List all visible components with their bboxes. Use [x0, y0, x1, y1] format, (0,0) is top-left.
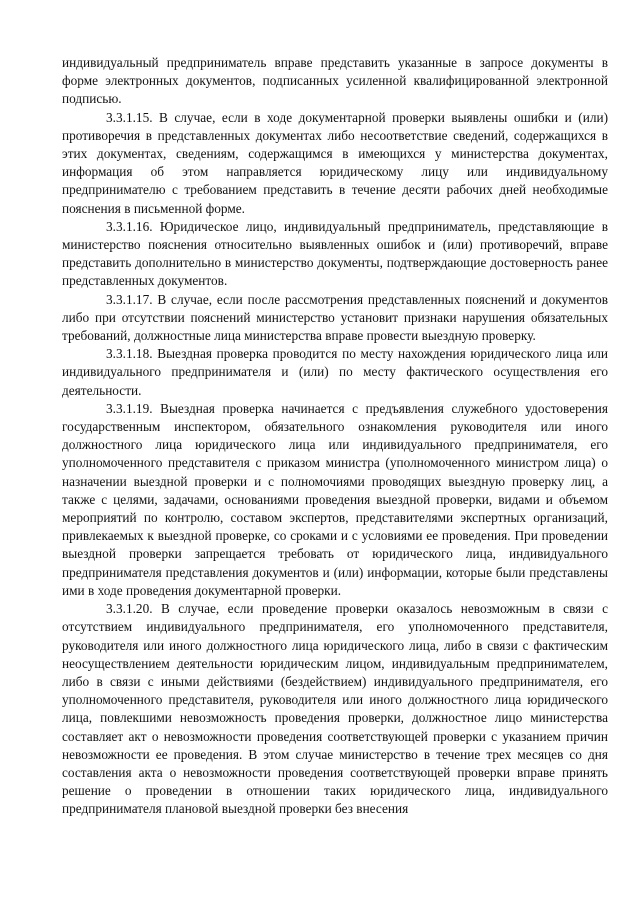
paragraph-3-3-1-19: 3.3.1.19. Выездная проверка начинается с предъявления служебного удостоверения государственным инспектором, обязательного ознакомления руководителя или иного должностного лица юридического лица или индивидуального предпринимателя, его уполномоченного представителя с приказом министра (уполномоченного министром лица) о назначении выездной проверки и с полномочиями проводящих выездную проверку лиц, а также с целями, задачами, основаниями проведения выездной проверки, видами и объемом мероприятий по контролю, составом экспертов, представителями экспертных организаций, привлекаемых к выездной проверке, со сроками и с условиями ее проведения. При проведении выездной проверки запрещается требовать от юридического лица, индивидуального предпринимателя представления документов и (или) информации, которые были представлены ими в ходе проведения документарной проверки.	[62, 400, 608, 598]
paragraph-3-3-1-16: 3.3.1.16. Юридическое лицо, индивидуальный предприниматель, представляющие в министерство пояснения относительно выявленных ошибок и (или) противоречий, вправе представить дополнительно в министерство документы, подтверждающие достоверность ранее представленных документов.	[62, 218, 608, 289]
document-page	[62, 54, 608, 819]
paragraph-3-3-1-15: 3.3.1.15. В случае, если в ходе документарной проверки выявлены ошибки и (или) противоречия в представленных документах либо несоответствие сведений, содержащихся в этих документах, сведениям, содержащимся в имеющихся у министерства документах, информация об этом направляется юридическому лицу или индивидуальному предпринимателю с требованием представить в течение десяти рабочих дней необходимые пояснения в письменной форме.	[62, 109, 608, 216]
paragraph-3-3-1-20: 3.3.1.20. В случае, если проведение проверки оказалось невозможным в связи с отсутствием индивидуального предпринимателя, его уполномоченного представителя, руководителя или иного должностного лица юридического лица, либо в связи с фактическим неосуществлением деятельности юридическим лицом, индивидуальным предпринимателем, либо в связи с иными действиями (бездействием) индивидуального предпринимателя, его уполномоченного представителя, руководителя или иного должностного лица юридического лица, повлекшими невозможность проведения проверки, должностное лицо министерства составляет акт о невозможности проведения соответствующей проверки с указанием причин невозможности ее проведения. В этом случае министерство в течение трех месяцев со дня составления акта о невозможности проведения соответствующей проверки вправе принять решение о проведении в отношении таких юридического лица, индивидуального предпринимателя плановой выездной проверки без внесения	[62, 601, 608, 817]
paragraph-3-3-1-18: 3.3.1.18. Выездная проверка проводится по месту нахождения юридического лица или индивидуального предпринимателя и (или) по месту фактического осуществления его деятельности.	[62, 346, 608, 398]
paragraph-continuation: индивидуальный предприниматель вправе представить указанные в запросе документы в форме электронных документов, подписанных усиленной квалифицированной электронной подписью.	[62, 55, 608, 107]
paragraph-3-3-1-17: 3.3.1.17. В случае, если после рассмотрения представленных пояснений и документов либо при отсутствии пояснений министерство установит признаки нарушения обязательных требований, должностные лица министерства вправе провести выездную проверку.	[62, 291, 608, 344]
